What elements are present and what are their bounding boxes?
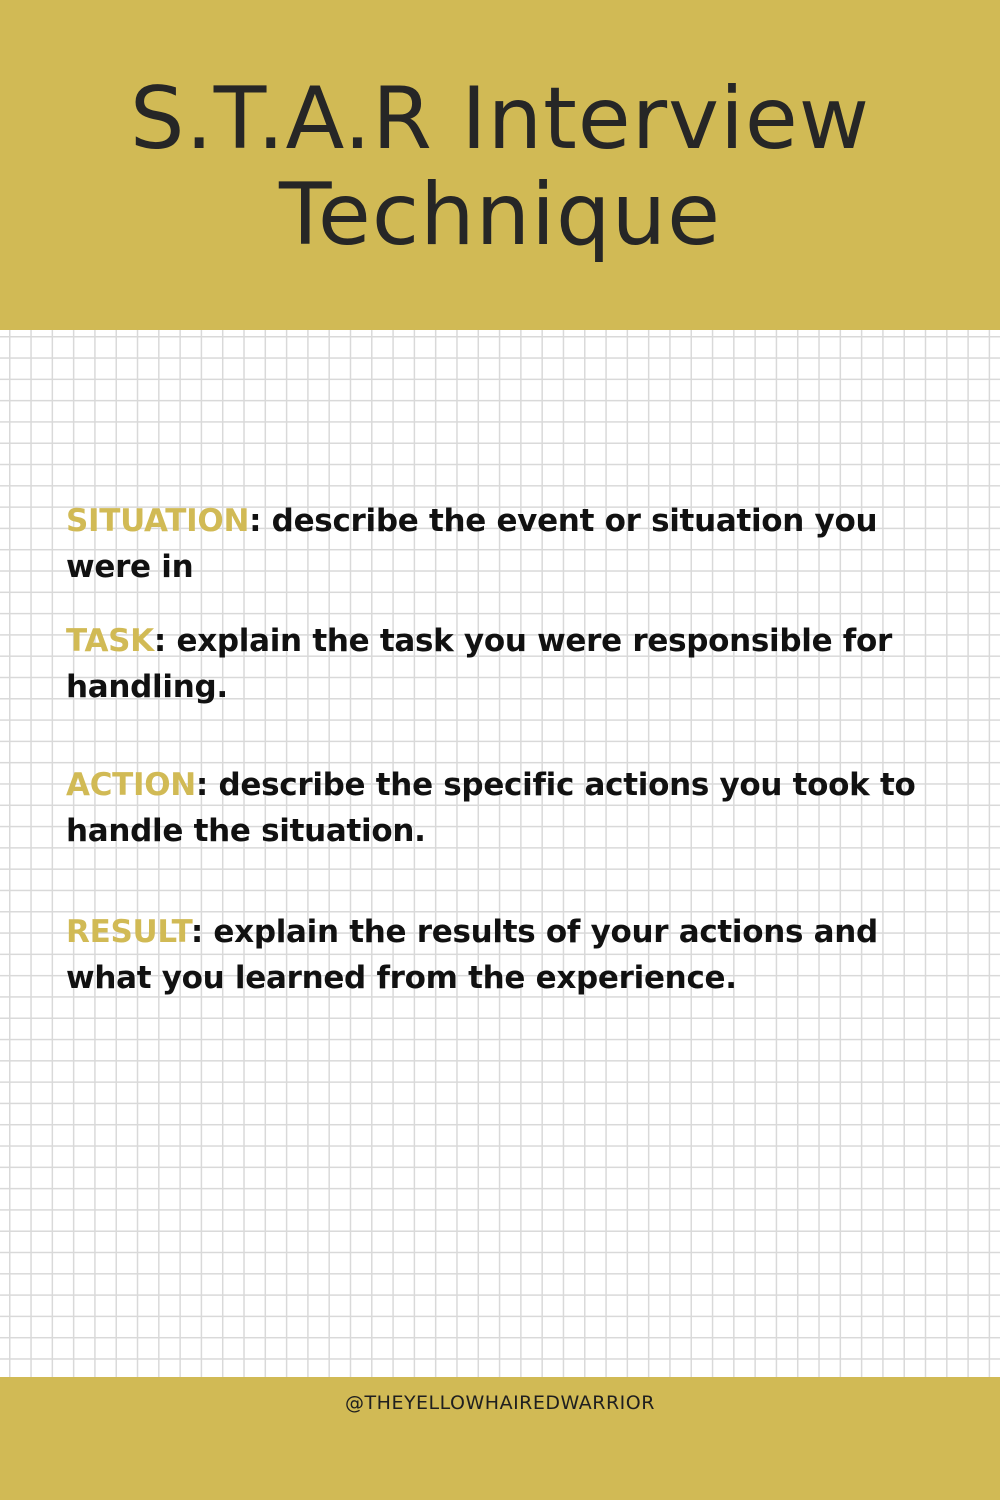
star-list: [66, 498, 946, 1001]
star-item-result: [66, 909, 946, 1001]
star-description-task: : explain the task you were responsible for handling.: [66, 623, 892, 705]
star-key-situation: SITUATION: [66, 503, 250, 539]
page-title: S.T.A.R Interview Technique: [129, 69, 871, 265]
star-description-situation: : describe the event or situation you were in: [66, 503, 878, 585]
star-key-task: TASK: [66, 623, 154, 659]
header-banner: [0, 0, 1000, 330]
star-key-result: RESULT: [66, 914, 191, 950]
star-item-action: [66, 762, 946, 854]
star-description-result: : explain the results of your actions and what you learned from the experience.: [66, 914, 878, 996]
star-item-task: [66, 618, 946, 710]
star-key-action: ACTION: [66, 767, 196, 803]
star-description-action: : describe the specific actions you took to handle the situation.: [66, 767, 916, 849]
social-handle: @THEYELLOWHAIREDWARRIOR: [345, 1392, 655, 1414]
star-item-situation: [66, 498, 946, 590]
